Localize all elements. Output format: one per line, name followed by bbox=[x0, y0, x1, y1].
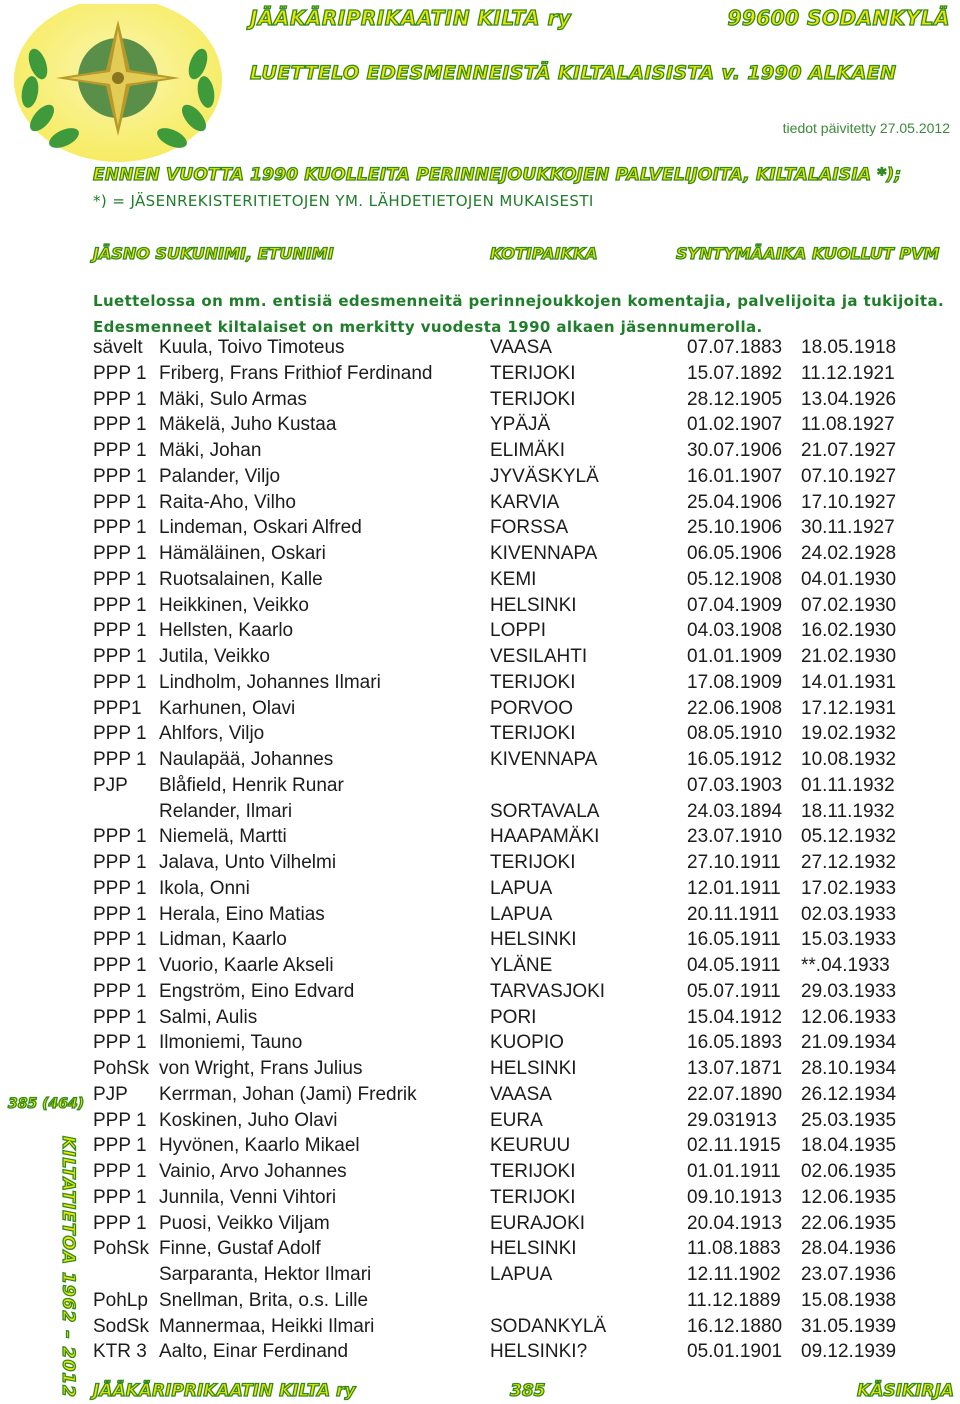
name-cell: Salmi, Aulis bbox=[159, 1006, 258, 1028]
table-row bbox=[93, 1058, 953, 1084]
place-cell: VAASA bbox=[490, 337, 552, 358]
death-date-cell: 05.12.1932 bbox=[801, 826, 897, 848]
birth-date-cell: 08.05.1910 bbox=[687, 723, 783, 745]
table-row bbox=[93, 363, 953, 389]
death-date-cell: 30.11.1927 bbox=[801, 517, 895, 539]
birth-date-cell: 15.04.1912 bbox=[687, 1006, 783, 1028]
birth-date-cell: 16.01.1907 bbox=[687, 465, 783, 487]
birth-date-cell: 07.04.1909 bbox=[687, 594, 783, 616]
death-date-cell: 19.02.1932 bbox=[801, 723, 897, 745]
table-row bbox=[93, 826, 953, 852]
birth-date-cell: 05.01.1901 bbox=[687, 1341, 783, 1363]
name-cell: Blåfield, Henrik Runar bbox=[159, 774, 344, 796]
place-cell: LAPUA bbox=[490, 877, 553, 899]
name-cell: Niemelä, Martti bbox=[159, 826, 287, 848]
death-date-cell: 21.07.1927 bbox=[801, 440, 897, 461]
unit-cell: PPP 1 bbox=[93, 594, 147, 616]
table-row bbox=[93, 1161, 953, 1187]
place-cell: TERIJOKI bbox=[490, 388, 576, 410]
postal-address: 99600 SODANKYLÄ bbox=[727, 6, 950, 30]
footer-org-name: JÄÄKÄRIPRIKAATIN KILTA ry bbox=[93, 1381, 356, 1401]
table-row bbox=[93, 595, 953, 621]
place-cell: KEURUU bbox=[490, 1135, 571, 1157]
death-date-cell: 13.04.1926 bbox=[801, 388, 897, 410]
table-row bbox=[93, 723, 953, 749]
place-cell: HAAPAMÄKI bbox=[490, 826, 600, 848]
place-cell: LAPUA bbox=[490, 903, 553, 925]
birth-date-cell: 24.03.1894 bbox=[687, 800, 783, 822]
birth-date-cell: 13.07.1871 bbox=[687, 1058, 783, 1079]
place-cell: KARVIA bbox=[490, 491, 560, 513]
unit-cell: PohSk bbox=[93, 1058, 149, 1079]
table-row bbox=[93, 620, 953, 646]
birth-date-cell: 15.07.1892 bbox=[687, 362, 783, 384]
birth-date-cell: 01.01.1909 bbox=[687, 646, 783, 667]
table-row bbox=[93, 1110, 953, 1136]
death-date-cell: 24.02.1928 bbox=[801, 543, 897, 564]
unit-cell: PPP 1 bbox=[93, 517, 147, 539]
name-cell: Finne, Gustaf Adolf bbox=[159, 1238, 321, 1260]
table-row bbox=[93, 337, 953, 363]
table-row bbox=[93, 672, 953, 698]
unit-cell: PPP 1 bbox=[93, 362, 147, 384]
unit-cell: PPP 1 bbox=[93, 723, 147, 745]
name-cell: Mäki, Sulo Armas bbox=[159, 388, 307, 410]
death-date-cell: 07.02.1930 bbox=[801, 594, 897, 616]
birth-date-cell: 25.04.1906 bbox=[687, 491, 783, 513]
place-cell: VAASA bbox=[490, 1083, 552, 1105]
birth-date-cell: 16.05.1912 bbox=[687, 749, 783, 770]
place-cell: ELIMÄKI bbox=[490, 440, 565, 461]
death-date-cell: 11.12.1921 bbox=[801, 362, 895, 384]
name-cell: Lidman, Kaarlo bbox=[159, 929, 287, 951]
place-cell: PORVOO bbox=[490, 697, 574, 719]
org-name: JÄÄKÄRIPRIKAATIN KILTA ry bbox=[250, 6, 572, 30]
name-cell: Heikkinen, Veikko bbox=[159, 594, 309, 616]
death-date-cell: 25.03.1935 bbox=[801, 1109, 897, 1131]
table-row bbox=[93, 1007, 953, 1033]
place-cell: HELSINKI? bbox=[490, 1341, 588, 1363]
section-heading: ENNEN VUOTTA 1990 KUOLLEITA PERINNEJOUKKOJEN PALVELIJOITA, KILTALAISIA *); bbox=[93, 165, 902, 185]
birth-date-cell: 01.01.1911 bbox=[687, 1161, 781, 1182]
table-row bbox=[93, 1238, 953, 1264]
place-cell: KUOPIO bbox=[490, 1032, 564, 1054]
birth-date-cell: 12.11.1902 bbox=[687, 1264, 781, 1285]
unit-cell: sävelt bbox=[93, 337, 143, 358]
unit-cell: PPP 1 bbox=[93, 929, 147, 951]
death-date-cell: 12.06.1935 bbox=[801, 1186, 897, 1208]
table-row bbox=[93, 904, 953, 930]
unit-cell: PPP 1 bbox=[93, 826, 147, 848]
unit-cell: PPP 1 bbox=[93, 1109, 147, 1131]
place-cell: HELSINKI bbox=[490, 929, 577, 951]
unit-cell: SodSk bbox=[93, 1315, 149, 1337]
table-row bbox=[93, 1316, 953, 1342]
table-row bbox=[93, 1341, 953, 1367]
name-cell: Hämäläinen, Oskari bbox=[159, 543, 326, 564]
place-cell: SORTAVALA bbox=[490, 800, 600, 822]
birth-date-cell: 29.031913 bbox=[687, 1109, 777, 1131]
death-date-cell: 21.02.1930 bbox=[801, 646, 897, 667]
table-row bbox=[93, 389, 953, 415]
death-date-cell: **.04.1933 bbox=[801, 955, 890, 976]
name-cell: Karhunen, Olavi bbox=[159, 697, 296, 719]
birth-date-cell: 30.07.1906 bbox=[687, 440, 783, 461]
name-cell: Koskinen, Juho Olavi bbox=[159, 1109, 338, 1131]
name-cell: Ikola, Onni bbox=[159, 877, 250, 899]
name-cell: Hellsten, Kaarlo bbox=[159, 620, 294, 642]
death-date-cell: 04.01.1930 bbox=[801, 568, 897, 590]
birth-date-cell: 17.08.1909 bbox=[687, 671, 783, 693]
table-row bbox=[93, 929, 953, 955]
place-cell: PORI bbox=[490, 1006, 537, 1028]
table-row bbox=[93, 955, 953, 981]
name-cell: Kerrman, Johan (Jami) Fredrik bbox=[159, 1083, 417, 1105]
death-date-cell: 17.10.1927 bbox=[801, 491, 897, 513]
unit-cell: PohSk bbox=[93, 1238, 149, 1260]
place-cell: TERIJOKI bbox=[490, 1186, 576, 1208]
unit-cell: PPP 1 bbox=[93, 1135, 147, 1157]
unit-cell: PPP 1 bbox=[93, 1161, 147, 1182]
name-cell: Lindeman, Oskari Alfred bbox=[159, 517, 362, 539]
death-date-cell: 22.06.1935 bbox=[801, 1212, 897, 1234]
table-row bbox=[93, 698, 953, 724]
place-cell: EURAJOKI bbox=[490, 1212, 586, 1234]
birth-date-cell: 02.11.1915 bbox=[687, 1135, 781, 1157]
name-cell: Ruotsalainen, Kalle bbox=[159, 568, 323, 590]
birth-date-cell: 05.07.1911 bbox=[687, 980, 781, 1002]
birth-date-cell: 09.10.1913 bbox=[687, 1186, 783, 1208]
table-row bbox=[93, 801, 953, 827]
list-title: LUETTELO EDESMENNEISTÄ KILTALAISISTA v. 1990 ALKAEN bbox=[250, 62, 897, 84]
unit-cell: PPP 1 bbox=[93, 465, 147, 487]
table-row bbox=[93, 414, 953, 440]
death-date-cell: 28.10.1934 bbox=[801, 1058, 897, 1079]
place-cell: HELSINKI bbox=[490, 1238, 577, 1260]
death-date-cell: 10.08.1932 bbox=[801, 749, 897, 770]
death-date-cell: 18.11.1932 bbox=[801, 800, 895, 822]
place-cell: YLÄNE bbox=[490, 955, 553, 976]
name-cell: Lindholm, Johannes Ilmari bbox=[159, 671, 381, 693]
name-cell: Puosi, Veikko Viljam bbox=[159, 1212, 330, 1234]
place-cell: LOPPI bbox=[490, 620, 546, 642]
name-cell: Hyvönen, Kaarlo Mikael bbox=[159, 1135, 360, 1157]
place-cell: KIVENNAPA bbox=[490, 543, 598, 564]
table-row bbox=[93, 517, 953, 543]
place-cell: JYVÄSKYLÄ bbox=[490, 465, 599, 487]
unit-cell: PPP 1 bbox=[93, 1212, 147, 1234]
birth-date-cell: 04.03.1908 bbox=[687, 620, 783, 642]
table-row bbox=[93, 492, 953, 518]
unit-cell: PJP bbox=[93, 1083, 128, 1105]
death-date-cell: 26.12.1934 bbox=[801, 1083, 897, 1105]
place-cell: TERIJOKI bbox=[490, 1161, 576, 1182]
place-cell: VESILAHTI bbox=[490, 646, 588, 667]
birth-date-cell: 05.12.1908 bbox=[687, 568, 783, 590]
unit-cell: PPP 1 bbox=[93, 646, 147, 667]
unit-cell: PPP 1 bbox=[93, 543, 147, 564]
death-date-cell: 11.08.1927 bbox=[801, 414, 895, 436]
column-header-dates: SYNTYMÄAIKA KUOLLUT PVM bbox=[676, 244, 940, 263]
birth-date-cell: 16.05.1911 bbox=[687, 929, 781, 951]
side-book-title: KILTATIETOA 1962 – 2012 bbox=[58, 1136, 78, 1398]
place-cell: KIVENNAPA bbox=[490, 749, 598, 770]
name-cell: Engström, Eino Edvard bbox=[159, 980, 355, 1002]
table-row bbox=[93, 1213, 953, 1239]
name-cell: Palander, Viljo bbox=[159, 465, 281, 487]
name-cell: Ahlfors, Viljo bbox=[159, 723, 265, 745]
place-cell: TERIJOKI bbox=[490, 671, 576, 693]
name-cell: Mäki, Johan bbox=[159, 440, 262, 461]
place-cell: FORSSA bbox=[490, 517, 569, 539]
name-cell: Herala, Eino Matias bbox=[159, 903, 325, 925]
death-date-cell: 18.04.1935 bbox=[801, 1135, 897, 1157]
footer-book-name: KÄSIKIRJA bbox=[857, 1381, 954, 1401]
updated-date: tiedot päivitetty 27.05.2012 bbox=[782, 120, 950, 136]
member-list bbox=[93, 337, 953, 1367]
name-cell: Junnila, Venni Vihtori bbox=[159, 1186, 337, 1208]
table-row bbox=[93, 1032, 953, 1058]
section-note: *) = JÄSENREKISTERITIETOJEN YM. LÄHDETIETOJEN MUKAISESTI bbox=[93, 192, 594, 210]
death-date-cell: 21.09.1934 bbox=[801, 1032, 897, 1054]
name-cell: Naulapää, Johannes bbox=[159, 749, 334, 770]
unit-cell: PPP 1 bbox=[93, 1032, 147, 1054]
place-cell: HELSINKI bbox=[490, 594, 577, 616]
birth-date-cell: 11.08.1883 bbox=[687, 1238, 781, 1260]
table-row bbox=[93, 1084, 953, 1110]
name-cell: Vainio, Arvo Johannes bbox=[159, 1161, 347, 1182]
death-date-cell: 16.02.1930 bbox=[801, 620, 897, 642]
table-row bbox=[93, 878, 953, 904]
unit-cell: PPP 1 bbox=[93, 440, 147, 461]
death-date-cell: 31.05.1939 bbox=[801, 1315, 897, 1337]
place-cell: TARVASJOKI bbox=[490, 980, 606, 1002]
table-row bbox=[93, 981, 953, 1007]
guild-emblem-icon bbox=[8, 4, 240, 162]
unit-cell: PPP 1 bbox=[93, 414, 147, 436]
name-cell: Relander, Ilmari bbox=[159, 800, 293, 822]
name-cell: Mannermaa, Heikki Ilmari bbox=[159, 1315, 375, 1337]
death-date-cell: 17.12.1931 bbox=[801, 697, 897, 719]
birth-date-cell: 16.12.1880 bbox=[687, 1315, 783, 1337]
unit-cell: PPP 1 bbox=[93, 491, 147, 513]
table-row bbox=[93, 440, 953, 466]
death-date-cell: 28.04.1936 bbox=[801, 1238, 897, 1260]
death-date-cell: 15.08.1938 bbox=[801, 1289, 897, 1311]
birth-date-cell: 28.12.1905 bbox=[687, 388, 783, 410]
death-date-cell: 02.06.1935 bbox=[801, 1161, 897, 1182]
place-cell: SODANKYLÄ bbox=[490, 1315, 607, 1337]
birth-date-cell: 27.10.1911 bbox=[687, 852, 781, 873]
death-date-cell: 02.03.1933 bbox=[801, 903, 897, 925]
death-date-cell: 07.10.1927 bbox=[801, 465, 897, 487]
table-row bbox=[93, 1187, 953, 1213]
birth-date-cell: 07.07.1883 bbox=[687, 337, 783, 358]
birth-date-cell: 22.07.1890 bbox=[687, 1083, 783, 1105]
birth-date-cell: 16.05.1893 bbox=[687, 1032, 783, 1054]
birth-date-cell: 20.04.1913 bbox=[687, 1212, 783, 1234]
birth-date-cell: 20.11.1911 bbox=[687, 903, 780, 925]
unit-cell: PJP bbox=[93, 774, 128, 796]
column-header-place: KOTIPAIKKA bbox=[490, 244, 598, 263]
death-date-cell: 14.01.1931 bbox=[801, 671, 897, 693]
name-cell: Aalto, Einar Ferdinand bbox=[159, 1341, 349, 1363]
name-cell: Jutila, Veikko bbox=[159, 646, 270, 667]
footer-page-number: 385 bbox=[510, 1381, 546, 1401]
birth-date-cell: 11.12.1889 bbox=[687, 1289, 781, 1311]
table-row bbox=[93, 1264, 953, 1290]
birth-date-cell: 25.10.1906 bbox=[687, 517, 783, 539]
name-cell: Jalava, Unto Vilhelmi bbox=[159, 852, 337, 873]
death-date-cell: 23.07.1936 bbox=[801, 1264, 897, 1285]
place-cell: LAPUA bbox=[490, 1264, 553, 1285]
unit-cell: PPP1 bbox=[93, 697, 142, 719]
birth-date-cell: 06.05.1906 bbox=[687, 543, 783, 564]
unit-cell: PohLp bbox=[93, 1289, 148, 1311]
unit-cell: PPP 1 bbox=[93, 749, 147, 770]
unit-cell: PPP 1 bbox=[93, 388, 147, 410]
unit-cell: PPP 1 bbox=[93, 852, 147, 873]
birth-date-cell: 07.03.1903 bbox=[687, 774, 783, 796]
table-row bbox=[93, 543, 953, 569]
birth-date-cell: 23.07.1910 bbox=[687, 826, 783, 848]
unit-cell: PPP 1 bbox=[93, 877, 147, 899]
unit-cell: PPP 1 bbox=[93, 1006, 147, 1028]
place-cell: TERIJOKI bbox=[490, 362, 576, 384]
birth-date-cell: 22.06.1908 bbox=[687, 697, 783, 719]
death-date-cell: 27.12.1932 bbox=[801, 852, 897, 873]
name-cell: Vuorio, Kaarle Akseli bbox=[159, 955, 334, 976]
unit-cell: PPP 1 bbox=[93, 1186, 147, 1208]
place-cell: HELSINKI bbox=[490, 1058, 577, 1079]
name-cell: von Wright, Frans Julius bbox=[159, 1058, 363, 1079]
unit-cell: PPP 1 bbox=[93, 568, 147, 590]
name-cell: Mäkelä, Juho Kustaa bbox=[159, 414, 337, 436]
place-cell: YPÄJÄ bbox=[490, 414, 551, 436]
name-cell: Kuula, Toivo Timoteus bbox=[159, 337, 345, 358]
name-cell: Friberg, Frans Frithiof Ferdinand bbox=[159, 362, 433, 384]
table-row bbox=[93, 749, 953, 775]
name-cell: Sarparanta, Hektor Ilmari bbox=[159, 1264, 372, 1285]
unit-cell: PPP 1 bbox=[93, 671, 147, 693]
death-date-cell: 29.03.1933 bbox=[801, 980, 897, 1002]
death-date-cell: 15.03.1933 bbox=[801, 929, 897, 951]
birth-date-cell: 01.02.1907 bbox=[687, 414, 783, 436]
birth-date-cell: 04.05.1911 bbox=[687, 955, 781, 976]
unit-cell: PPP 1 bbox=[93, 980, 147, 1002]
place-cell: TERIJOKI bbox=[490, 852, 576, 873]
unit-cell: KTR 3 bbox=[93, 1341, 147, 1363]
table-row bbox=[93, 775, 953, 801]
list-description: Luettelossa on mm. entisiä edesmenneitä perinnejoukkojen komentajia, palvelijoita ja tukijoita. Edesmenneet kiltalaiset on merkitty vuodesta 1990 alkaen jäsennumerolla. bbox=[93, 292, 945, 336]
table-row bbox=[93, 1135, 953, 1161]
unit-cell: PPP 1 bbox=[93, 955, 147, 976]
unit-cell: PPP 1 bbox=[93, 620, 147, 642]
name-cell: Snellman, Brita, o.s. Lille bbox=[159, 1289, 369, 1311]
death-date-cell: 12.06.1933 bbox=[801, 1006, 897, 1028]
place-cell: TERIJOKI bbox=[490, 723, 576, 745]
death-date-cell: 17.02.1933 bbox=[801, 877, 897, 899]
table-row bbox=[93, 646, 953, 672]
name-cell: Ilmoniemi, Tauno bbox=[159, 1032, 303, 1054]
table-row bbox=[93, 852, 953, 878]
death-date-cell: 18.05.1918 bbox=[801, 337, 897, 358]
table-row bbox=[93, 1290, 953, 1316]
unit-cell: PPP 1 bbox=[93, 903, 147, 925]
place-cell: EURA bbox=[490, 1109, 543, 1131]
table-row bbox=[93, 466, 953, 492]
death-date-cell: 01.11.1932 bbox=[801, 774, 895, 796]
name-cell: Raita-Aho, Vilho bbox=[159, 491, 296, 513]
column-header-member-name: JÄSNO SUKUNIMI, ETUNIMI bbox=[93, 244, 334, 263]
table-row bbox=[93, 569, 953, 595]
place-cell: KEMI bbox=[490, 568, 537, 590]
death-date-cell: 09.12.1939 bbox=[801, 1341, 897, 1363]
side-page-reference: 385 (464) bbox=[8, 1096, 85, 1112]
birth-date-cell: 12.01.1911 bbox=[687, 877, 781, 899]
